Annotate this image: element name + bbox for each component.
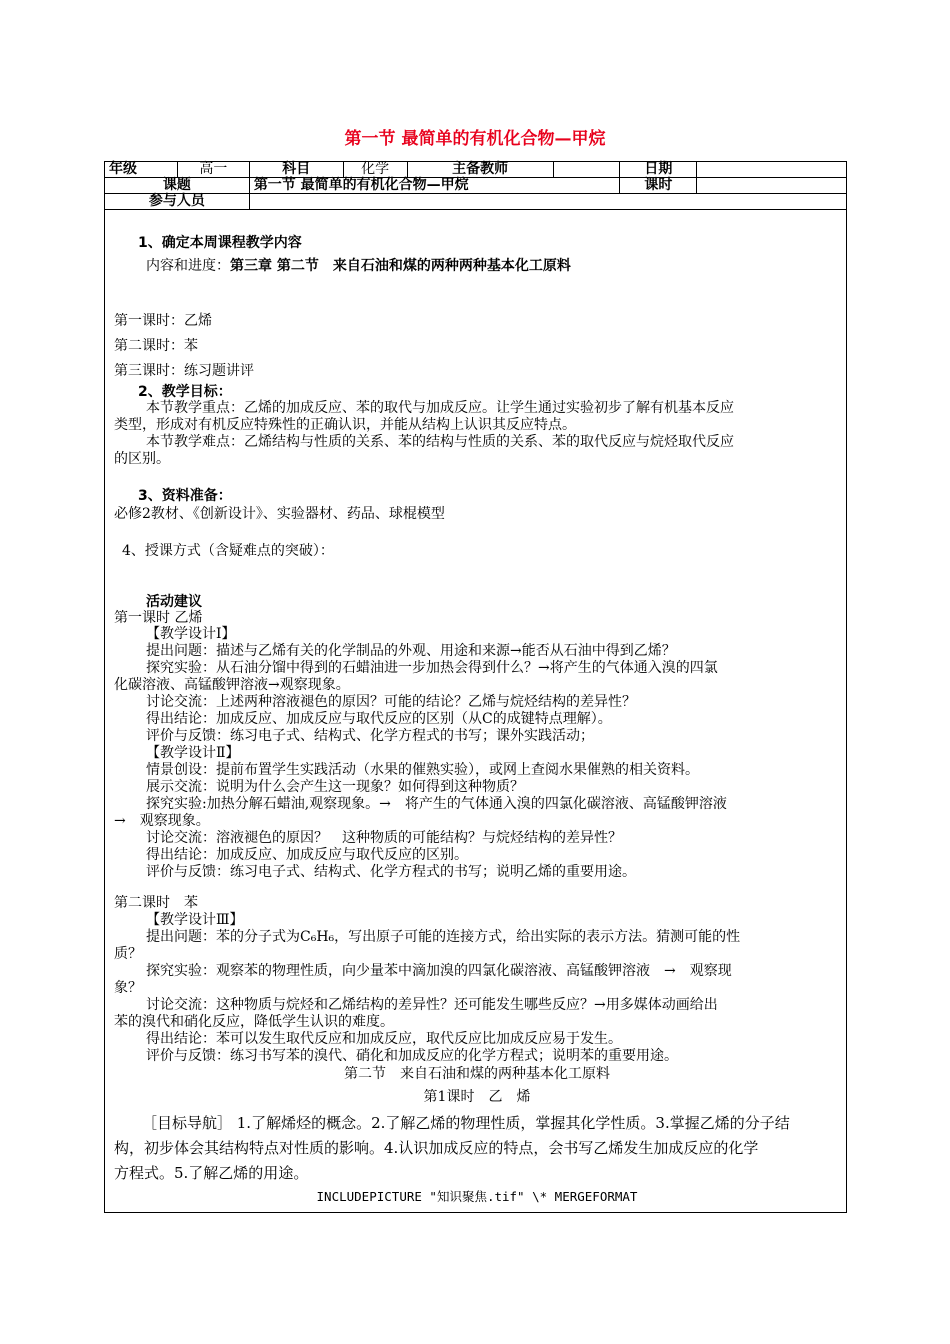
design-line: 探究实验:加热分解石蜡油,观察现象。→ 将产生的气体通入溴的四氯化碳溶液、高锰酸钾溶液 [146, 796, 727, 812]
design-line: 得出结论：加成反应、加成反应与取代反应的区别。 [146, 847, 468, 863]
design-line: 化碳溶液、高锰酸钾溶液→观察现象。 [114, 677, 350, 693]
lesson-content [114, 226, 840, 1208]
progress-line [114, 257, 840, 275]
difficult-point: 本节教学难点：乙烯结构与性质的关系、苯的结构与性质的关系、苯的取代反应与烷烃取代反应 [146, 434, 734, 450]
design-line: 象？ [114, 980, 142, 996]
section-heading: 3、资料准备： [138, 488, 232, 504]
period-title: 第1课时 乙 烯 [423, 1089, 531, 1105]
design-line: 评价与反馈：练习电子式、结构式、化学方程式的书写；说明乙烯的重要用途。 [146, 864, 636, 880]
design-line: 讨论交流：这种物质与烷烃和乙烯结构的差异性？还可能发生哪些反应？→用多媒体动画给出 [146, 997, 718, 1013]
topic-value: 第一节 最简单的有机化合物—甲烷 [249, 178, 620, 194]
design-line: 苯的溴代和硝化反应，降低学生认识的难度。 [114, 1014, 394, 1030]
section-heading: 4、授课方式（含疑难点的突破）： [122, 543, 334, 559]
materials-text: 必修2教材、《创新设计》、实验器材、药品、球棍模型 [114, 506, 445, 522]
design-line: 讨论交流：上述两种溶液褪色的原因？可能的结论？乙烯与烷烃结构的差异性？ [146, 694, 636, 710]
teacher-value [553, 162, 620, 178]
topic-label: 课题 [105, 178, 250, 194]
participants-value [249, 194, 846, 210]
design-line: 情景创设：提前布置学生实践活动（水果的催熟实验），或网上查阅水果催熟的相关资料。 [146, 762, 699, 778]
difficult-point: 的区别。 [114, 451, 170, 467]
lesson-item: 第二课时：苯 [114, 338, 198, 354]
participants-label: 参与人员 [105, 194, 250, 210]
section-title: 第二节 来自石油和煤的两种基本化工原料 [344, 1066, 610, 1082]
design-line: 探究实验：从石油分馏中得到的石蜡油进一步加热会得到什么？→将产生的气体通入溴的四氯 [146, 660, 718, 676]
progress-label: 内容和进度： [146, 258, 230, 274]
section-heading: 1、确定本周课程教学内容 [138, 235, 302, 251]
activity-heading: 活动建议 [146, 594, 202, 610]
lesson-heading: 第二课时 苯 [114, 895, 198, 911]
lesson-header-table [104, 161, 847, 210]
design-line: 探究实验：观察苯的物理性质，向少量苯中滴加溴的四氯化碳溶液、高锰酸钾溶液 → 观察现 [146, 963, 732, 979]
design-three-lines [114, 929, 840, 1065]
design-line: 得出结论：苯可以发生取代反应和加成反应，取代反应比加成反应易于发生。 [146, 1031, 622, 1047]
design-line: 得出结论：加成反应、加成反应与取代反应的区别（从C的成键特点理解）。 [146, 711, 612, 727]
grade-value: 高一 [177, 162, 249, 178]
field-code: INCLUDEPICTURE "知识聚焦.tif" \* MERGEFORMAT [316, 1189, 638, 1204]
design-line: 提出问题：苯的分子式为C₆H₆，写出原子可能的连接方式，给出实际的表示方法。猜测可能的性 [146, 929, 741, 945]
teacher-label: 主备教师 [407, 162, 553, 178]
design-line: 讨论交流：溶液褪色的原因？ 这种物质的可能结构？与烷烃结构的差异性？ [146, 830, 622, 846]
date-value [697, 162, 847, 178]
key-point: 类型，形成对有机反应特殊性的正确认识，并能从结构上认识其反应特点。 [114, 417, 576, 433]
goals-line: 方程式。5.了解乙烯的用途。 [114, 1164, 309, 1182]
design-heading: 【教学设计Ⅲ】 [146, 912, 244, 928]
date-label: 日期 [620, 162, 697, 178]
design-line: 提出问题：描述与乙烯有关的化学制品的外观、用途和来源→能否从石油中得到乙烯？ [146, 643, 676, 659]
key-point: 本节教学重点：乙烯的加成反应、苯的取代与加成反应。让学生通过实验初步了解有机基本反应 [146, 400, 734, 416]
design-line: 展示交流：说明为什么会产生这一现象？如何得到这种物质？ [146, 779, 524, 795]
design-two-lines [114, 762, 840, 881]
subject-label: 科目 [249, 162, 343, 178]
progress-value: 第三章 第二节 来自石油和煤的两种两种基本化工原料 [230, 258, 571, 274]
lesson-heading: 第一课时 乙烯 [114, 610, 203, 626]
subject-value: 化学 [343, 162, 407, 178]
lesson-item: 第一课时：乙烯 [114, 313, 212, 329]
design-line: 质？ [114, 946, 142, 962]
design-one-lines [114, 643, 840, 745]
design-heading: 【教学设计Ⅰ】 [146, 626, 236, 642]
design-line: 评价与反馈：练习电子式、结构式、化学方程式的书写；课外实践活动； [146, 728, 594, 744]
grade-label: 年级 [105, 162, 178, 178]
goals-line: 构，初步体会其结构特点对性质的影响。4.认识加成反应的特点，会书写乙烯发生加成反应的化学 [114, 1139, 759, 1157]
document-title: 第一节 最简单的有机化合物—甲烷 [344, 129, 606, 149]
period-value [697, 178, 847, 194]
goals-line: ［目标导航］ 1.了解烯烃的概念。2.了解乙烯的物理性质，掌握其化学性质。3.掌握乙烯的分子结 [142, 1114, 790, 1132]
period-label: 课时 [620, 178, 697, 194]
design-line: → 观察现象。 [114, 813, 210, 829]
lesson-item: 第三课时：练习题讲评 [114, 363, 254, 379]
design-line: 评价与反馈：练习书写苯的溴代、硝化和加成反应的化学方程式；说明苯的重要用途。 [146, 1048, 678, 1064]
section-heading: 2、教学目标： [138, 384, 232, 400]
design-heading: 【教学设计Ⅱ】 [146, 745, 240, 761]
